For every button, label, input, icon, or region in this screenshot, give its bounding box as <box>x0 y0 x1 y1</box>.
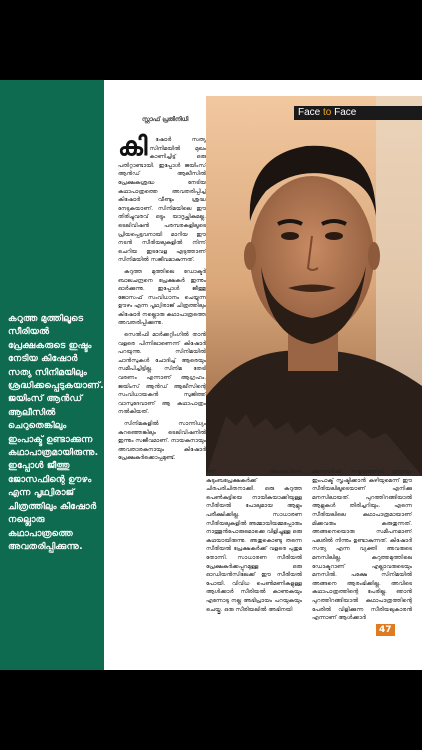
section-label-face-2: Face <box>334 107 357 118</box>
byline: സ്റ്റാഫ് പ്രതിനിധി <box>142 116 189 123</box>
paragraph: ഷോർ സത്യ സിനിമയിൽ മുഖം കാണിച്ചിട്ട് ഒരു പതിറ്റാണ്ടായി. ഇപ്പോൾ ജയിംസ് ആൻഡ് ആലീസിൽ പ്രേക്ഷകശ്രദ്ധ നേടിയ കഥാപാത്രത്തെ അവതരിപ്പിച്ച് കിഷോർ വീണ്ടും ശ്രദ്ധ നേടുകയാണ്. സിനിമയിലെ ഈ തിരിച്ചുവരവ് ഒട്ടും യാദൃച്ഛികമല്ല. ടെലിവിഷൻ പരമ്പരകളിലൂടെ പ്രിയപ്പെട്ടവനായി മാറിയ ഈ നടൻ സീരിയലുകളിൽ നിന്ന് ചെറിയ ഇടവേള എടുത്താണ് സിനിമയിൽ സജീവമാകുന്നത്. <box>118 137 206 264</box>
article-column-2: ത്ത് കിഷോറിനെ കുടുംബപ്രേക്ഷകർക്ക് ചിരപരിചിതനാക്കി. ഒരു കറുത്ത പെൺകുട്ടിയെ നായികയാക്കിയുള്ള സീരിയൽ പോലുമായ ആളും പരീക്ഷിക്കില്ല. സാധാരണ സീരിയലുകളിൽ അമ്മായിയമ്മപ്പോരും നാത്തൂൻപോരുമൊക്കെ വിളിച്ചുള്ള ഒരു കഥയായിരുന്നു. അതുകൊണ്ടു തന്നെ സീരിയൽ പ്രേക്ഷകർക്ക് വളരെ പുതുമ തോന്നി. സാധാരണ സീരിയൽ പ്രേക്ഷകർക്കപ്പുറമുള്ള ഒരു ഓഡിയൻസിലേക്ക് ഈ സീരിയൽ പോയി. വിവിധ പെൺമണികളുള്ള ആൾക്കാർ സീരിയൽ കാണുകയും എന്നോടു നല്ല അഭിപ്രായം പറയുകയും ചെയ്തു. ഒരു സീരിയലിൽ അഭിനയി <box>206 469 302 613</box>
page-number: 47 <box>376 624 395 636</box>
paragraph: സെൽഫി മാർക്കറ്റിംഗിൽ താൻ വളരെ പിന്നിലാണെന്ന് കിഷോർ പറയുന്നു. സിനിമയിൽ ചാൻസുകൾ ചോദിച്ച് ആരെയും സമീപിച്ചിട്ടില്ല. സിനിമ തേടി വരണം എന്നാണ് ആഗ്രഹം. ജയിംസ് ആൻഡ് ആലീസിന്റെ സംവിധായകൻ സുജിത്ത് വാസുദേവാണ് ആ കഥാപാത്രം നൽകിയത്. <box>118 332 206 416</box>
portrait-illustration <box>206 96 422 476</box>
green-sidebar <box>0 80 104 670</box>
paragraph: കറുത്ത മുത്തിലെ ഡോക്ടർ ബാലചന്ദ്രനെ പ്രേക്ഷകർ ഇന്നും ഓർക്കുന്നു. ഇപ്പോൾ ജീത്തു ജോസഫ് സംവിധാനം ചെയ്യുന്ന ഊഴം എന്ന പൃഥ്വിരാജ് ചിത്രത്തിലും കിഷോർ നല്ലൊരു കഥാപാത്രത്തെ അവതരിപ്പിക്കുന്നു. <box>118 268 206 327</box>
section-label-face: Face <box>298 107 321 118</box>
section-label <box>298 107 356 118</box>
pull-quote: കറുത്ത മുത്തിലൂടെ സീരിയൽ പ്രേക്ഷകരുടെ ഇഷ്ടം നേടിയ കിഷോർ സത്യ സിനിമയിലും ശ്രദ്ധിക്കപ്പെടുകയാണ്. ജയിംസ് ആൻഡ് ആലീസിൽ ചെറുതെങ്കിലും ഇംപാക്ട് ഉണ്ടാക്കുന്ന കഥാപാത്രമായിരുന്നു. ഇപ്പോൾ ജീത്തു ജോസഫിന്റെ ഊഴം എന്ന പൃഥ്വിരാജ് ചിത്രത്തിലും കിഷോർ നല്ലൊരു കഥാപാത്രത്തെ അവതരിപ്പിക്കുന്നു. <box>8 313 104 552</box>
section-label-to: to <box>323 107 332 118</box>
paragraph: സിനിമകളിൽ സാന്നിധ്യം കുറഞ്ഞെങ്കിലും ടെലിവിഷനിൽ ഇന്നും സജീവമാണ്. നായകനായും അവതാരകനായും കിഷോർ പ്രേക്ഷകർക്കൊപ്പമുണ്ട്. <box>118 421 206 462</box>
portrait-photo <box>206 96 422 476</box>
dropcap: കി <box>118 132 148 162</box>
article-column-1 <box>118 114 206 664</box>
article-column-3: ക്കുന്നവർക്ക് സമൂഹത്തിൽ ഇത്രയും ഇംപാക്ട് സൃഷ്ടിക്കാൻ കഴിയുമെന്ന് ഈ സീരിയലിലൂടെയാണ് എനിക്കു മനസിലായത്. പുറത്തിറങ്ങിയാൽ ആളുകൾ തിരിച്ചറിയും. എന്നെ സീരിയലിലെ കഥാപാത്രമായാണ് മിക്കവരും കരുതുന്നത്. അങ്ങനെയൊരു സമീപനമാണ് പലരിൽ നിന്നും ഉണ്ടാകുന്നത്. കിഷോർ സത്യ എന്ന വ്യക്തി അവരുടെ മനസിലില്ല. കറുത്തമുത്തിലെ ഡോക്ടറാണ് എല്ലാവരുടെയും മനസിൽ. പക്ഷേ സിനിമയിൽ അങ്ങനെ ആരംഭിക്കില്ല. അവിടെ കഥാപാത്രത്തിന്റെ പേരില്ല. ഞാൻ പുറത്തിറങ്ങിയാൽ കഥാപാത്രത്തിന്റെ പേരിൽ വിളിക്കുന്ന സീരിയലുകാരൻ എന്നാണ് ആൾക്കാർ <box>312 469 412 622</box>
magazine-page <box>0 80 422 670</box>
